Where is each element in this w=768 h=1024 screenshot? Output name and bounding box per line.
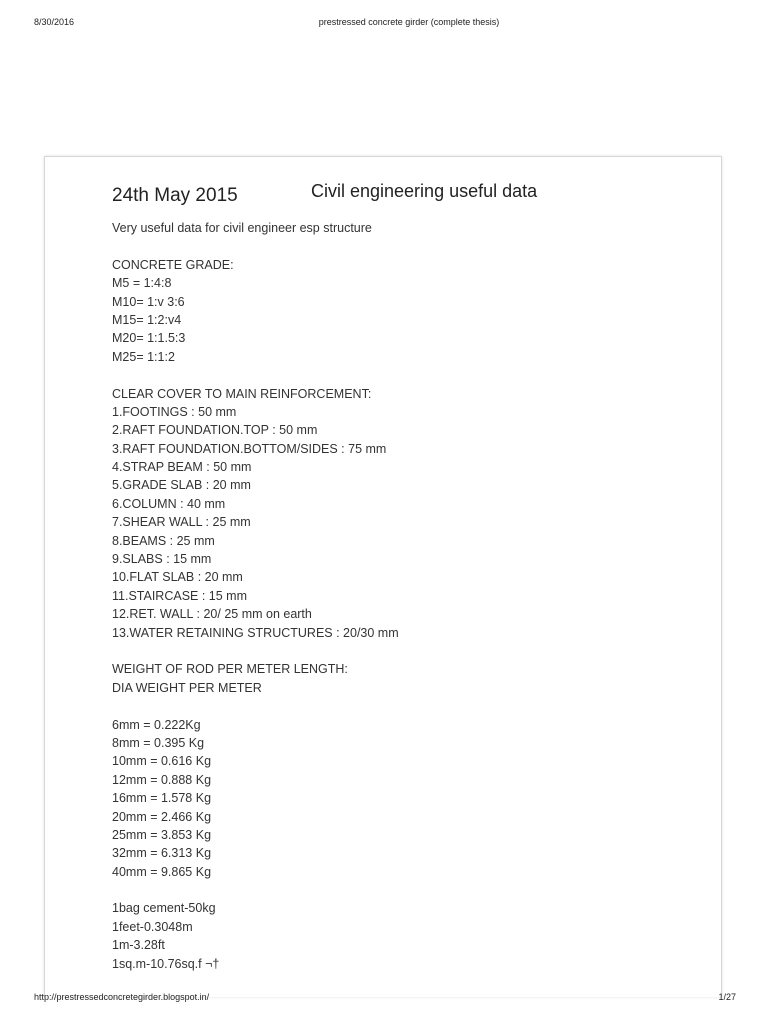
list-item: 10.FLAT SLAB : 20 mm: [112, 570, 243, 585]
list-item: 1bag cement-50kg: [112, 901, 216, 916]
post-intro: Very useful data for civil engineer esp structure: [112, 221, 372, 235]
list-item: 1m-3.28ft: [112, 938, 165, 953]
list-item: 3.RAFT FOUNDATION.BOTTOM/SIDES : 75 mm: [112, 441, 387, 456]
list-item: 11.STAIRCASE : 15 mm: [112, 588, 247, 603]
section-heading-clear-cover: CLEAR COVER TO MAIN REINFORCEMENT:: [112, 386, 372, 401]
list-item: 12.RET. WALL : 20/ 25 mm on earth: [112, 607, 312, 622]
post-date: 24th May 2015: [112, 185, 238, 206]
list-item: 16mm = 1.578 Kg: [112, 791, 212, 806]
list-item: M20= 1:1.5:3: [112, 331, 186, 346]
section-heading-concrete-grade: CONCRETE GRADE:: [112, 257, 234, 272]
print-footer: [0, 992, 768, 1006]
list-item: 2.RAFT FOUNDATION.TOP : 50 mm: [112, 423, 318, 438]
list-item: 6.COLUMN : 40 mm: [112, 496, 226, 511]
list-item: 9.SLABS : 15 mm: [112, 552, 212, 567]
list-item: M25= 1:1:2: [112, 349, 175, 364]
section-heading-rod-weight: WEIGHT OF ROD PER METER LENGTH:: [112, 662, 348, 677]
print-page-title: prestressed concrete girder (complete thesis): [318, 17, 500, 27]
print-url: http://prestressedconcretegirder.blogspot.in/: [34, 992, 210, 1002]
post-title[interactable]: Civil engineering useful data: [311, 181, 538, 201]
post-body: [112, 219, 702, 973]
list-item: 10mm = 0.616 Kg: [112, 754, 212, 769]
list-item: 40mm = 9.865 Kg: [112, 864, 212, 879]
list-item: 4.STRAP BEAM : 50 mm: [112, 460, 252, 475]
list-item: 32mm = 6.313 Kg: [112, 846, 212, 861]
list-item: 8mm = 0.395 Kg: [112, 735, 205, 750]
list-item: 12mm = 0.888 Kg: [112, 772, 212, 787]
section-subheading-rod-weight: DIA WEIGHT PER METER: [112, 680, 262, 695]
list-item: M10= 1:v 3:6: [112, 294, 185, 309]
print-header: [0, 17, 768, 31]
list-item: 5.GRADE SLAB : 20 mm: [112, 478, 251, 493]
list-item: 8.BEAMS : 25 mm: [112, 533, 215, 548]
print-date: 8/30/2016: [34, 17, 75, 27]
list-item: 6mm = 0.222Kg: [112, 717, 201, 732]
list-item: 13.WATER RETAINING STRUCTURES : 20/30 mm: [112, 625, 399, 640]
list-item: 1.FOOTINGS : 50 mm: [112, 404, 237, 419]
list-item: 20mm = 2.466 Kg: [112, 809, 212, 824]
blog-post-card: [44, 156, 722, 997]
list-item: 25mm = 3.853 Kg: [112, 827, 212, 842]
list-item: 1feet-0.3048m: [112, 919, 193, 934]
list-item: M15= 1:2:v4: [112, 312, 182, 327]
list-item: 1sq.m-10.76sq.f ¬†: [112, 956, 220, 971]
list-item: M5 = 1:4:8: [112, 276, 172, 291]
print-page-number: 1/27: [718, 992, 736, 1002]
list-item: 7.SHEAR WALL : 25 mm: [112, 515, 251, 530]
